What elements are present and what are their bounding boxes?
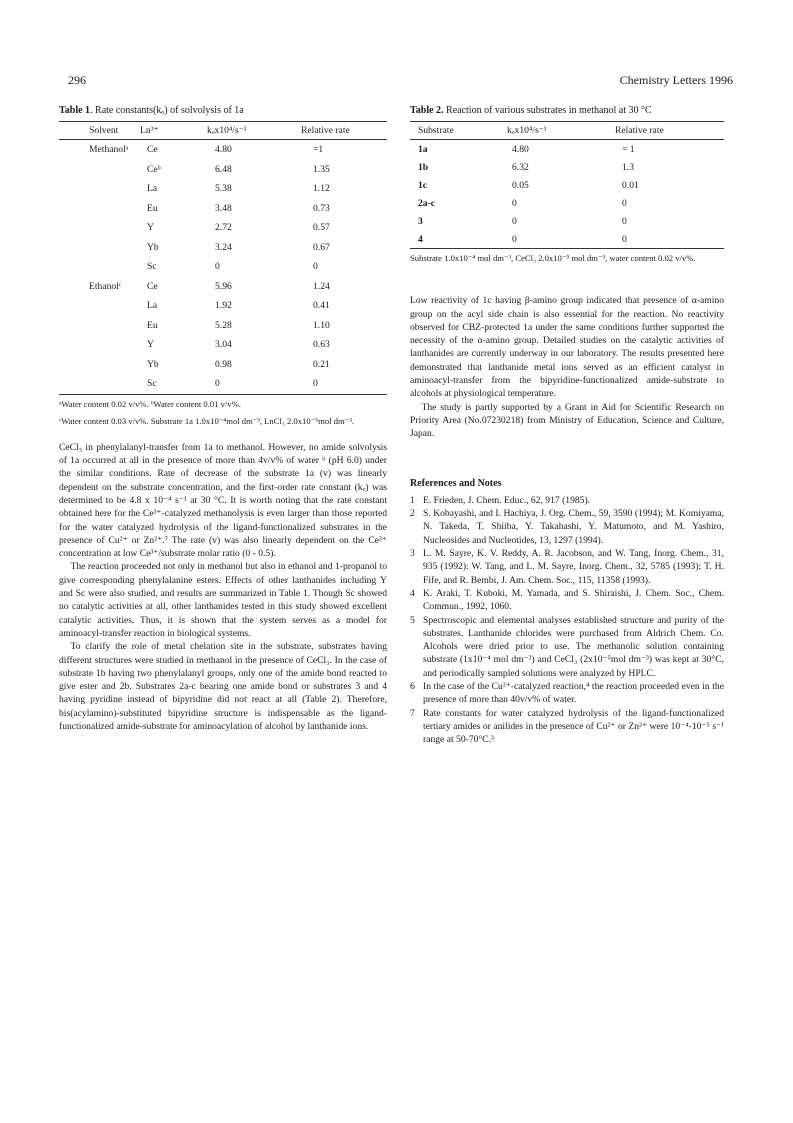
reference-text: E. Frieden, J. Chem. Educ., 62, 917 (1985). xyxy=(423,494,591,506)
table1-cell-relative: =1 xyxy=(313,144,324,156)
table1-cell-k: 0.98 xyxy=(215,358,232,370)
table2-header-row xyxy=(410,122,724,140)
table1-cell-ln: Yb xyxy=(147,241,159,253)
table1-cell-solvent xyxy=(59,199,137,219)
table-row xyxy=(410,158,724,176)
table1-cell-k: 3.04 xyxy=(215,339,232,351)
table2-cell-relative: 0.01 xyxy=(622,179,639,191)
table1-cell-solvent xyxy=(59,218,137,238)
table-row xyxy=(410,176,724,194)
table1-cell-ln: Ce xyxy=(147,280,158,292)
table2-caption xyxy=(410,104,724,117)
left-paragraph-1: CeCl₃ in phenylalanyl-transfer from 1a to methanol. However, no amide solvolysis of 1a occurred at all in the presence of more than 4v/v% of water ⁶ (pH 6.0) under the similar conditions. Rate of decrease of the substrate 1a (v) was linearly dependent on the substrate concentration, and the first-order rate constant (kₒ) was determined to be 4.8 x 10⁻⁴ s⁻¹ at 30 °C. It is worth noting that the rate constant obtained here for the Ce³⁺-catalyzed methanolysis is even larger than those reported for the water catalyzed hydrolysis of the ligand-functionalized substrates in the presence of Cu²⁺ or Zn²⁺.⁷ The rate (v) was also linearly dependent on the Ce³⁺ concentration at low Ce³⁺/substrate molar ratio (0 - 0.5). xyxy=(59,441,387,560)
table1-header-k: kₒx10⁴/s⁻¹ xyxy=(189,122,287,140)
table2-cell-substrate: 1a xyxy=(418,143,428,155)
table1-cell-ln: La xyxy=(147,183,158,195)
right-paragraph-1: Low reactivity of 1c having β-amino group indicated that presence of α-amino group on the acyl side chain is also essential for the reaction. No reactivity observed for CBZ-protected 1a under the same conditions further supported the necessity of the α-amino group. Detailed studies on the catalytic activities of lanthanides are currently underway in our laboratory. The results presented here demonstrated that lanthanide metal ions served as an efficient catalyst in aminoacyl-transfer from the bipyridine-functionalized amide-substrate to alcohols at physiological temperature. xyxy=(410,295,724,400)
references-list xyxy=(410,494,724,747)
table1-cell-k: 0 xyxy=(189,374,287,394)
reference-text: Rate constants for water catalyzed hydrolysis of the ligand-functionalized tertiary amides or anilides in the presence of Cu²⁺ or Zn²⁺ were 10⁻⁴-10⁻⁵ s⁻¹ range at 50-70°C.³ xyxy=(423,707,724,746)
table1-cell-solvent: Ethanolᶜ xyxy=(89,280,122,292)
table2-footnote: Substrate 1.0x10⁻⁴ mol dm⁻³, CeCl₃ 2.0x10⁻⁵ mol dm⁻³, water content 0.02 v/v%. xyxy=(410,253,696,264)
table1-cell-solvent xyxy=(59,335,137,355)
table2-header-relative: Relative rate xyxy=(612,122,724,140)
table2-cell-k: 4.80 xyxy=(512,143,529,155)
table1-cell-k: 5.28 xyxy=(215,319,232,331)
table2-cell-substrate: 2a-c xyxy=(418,197,436,209)
table1-cell-relative: 1.10 xyxy=(313,319,330,331)
table2-cell-relative: 0 xyxy=(612,230,724,249)
table2-cell-k: 0.05 xyxy=(512,179,529,191)
reference-item xyxy=(410,547,724,587)
table1-cell-k: 6.48 xyxy=(215,163,232,175)
table2-cell-substrate: 3 xyxy=(418,215,423,227)
reference-number: 5 xyxy=(410,614,415,626)
table2-cell-k: 6.32 xyxy=(512,161,529,173)
table-row xyxy=(59,277,387,297)
journal-title: Chemistry Letters 1996 xyxy=(619,73,733,87)
table1-header-relative: Relative rate xyxy=(287,122,387,140)
table1-footnote xyxy=(59,398,387,427)
table-row xyxy=(59,238,387,258)
reference-item xyxy=(410,707,724,747)
table-row xyxy=(410,194,724,212)
table-row xyxy=(59,160,387,180)
table1-cell-ln: Eu xyxy=(147,202,158,214)
table1-cell-k: 2.72 xyxy=(215,222,232,234)
table1 xyxy=(59,121,387,395)
table2-header-substrate: Substrate xyxy=(410,122,504,140)
table1-header-row xyxy=(59,122,387,140)
table-row xyxy=(59,296,387,316)
table2-cell-relative: 0 xyxy=(622,215,627,227)
reference-text: L. M. Sayre, K. V. Reddy, A. R. Jacobson, and W. Tang, Inorg. Chem., 31, 935 (1992): W. Tang, and L. M. Sayre, Inorg. Chem., 32, 5785 (1993); T. H. Fife, and R. Bembi, J. Am. Chem. Soc., 115, 11358 (1993). xyxy=(423,548,724,586)
table2-cell-substrate: 1c xyxy=(418,179,428,191)
reference-item xyxy=(410,494,724,507)
table1-cell-ln: Y xyxy=(147,222,154,234)
table-row xyxy=(59,218,387,238)
table1-cell-ln: Yb xyxy=(147,358,159,370)
table1-cell-ln: Eu xyxy=(147,319,158,331)
table1-caption-text: . Rate constants(kₒ) of solvolysis of 1a xyxy=(90,105,244,116)
left-paragraph-3: To clarify the role of metal chelation site in the substrate, substrates having different structures were studied in methanol in the presence of CeCl₃. In the case of substrate 1b having two phenylalanyl groups, only one of the amide bond reacted to give ester and 2b. Substrates 2a-c bearing one amide bond or substrates 3 and 4 having pyridine instead of bipyridine did not react at all (Table 2). Therefore, bis(acylamino)-substituted bipyridine structure is indispensable as the ligand-functionalized amide-substrate for aminoacylation of alcohol by lanthanide ions. xyxy=(59,641,387,733)
table2-cell-k: 0 xyxy=(512,215,517,227)
table1-cell-k: 5.38 xyxy=(215,183,232,195)
table1-cell-relative: 0.41 xyxy=(313,300,330,312)
table2-cell-relative: = 1 xyxy=(622,143,635,155)
reference-number: 7 xyxy=(410,707,415,719)
table-row xyxy=(59,316,387,336)
reference-number: 2 xyxy=(410,508,415,520)
table2-caption-label: Table 2. xyxy=(410,105,444,116)
table1-cell-ln: Y xyxy=(147,339,154,351)
table1-cell-solvent xyxy=(59,257,137,277)
table2-cell-relative: 0 xyxy=(622,197,627,209)
table1-caption-label: Table 1 xyxy=(59,105,91,116)
table1-cell-relative: 1.12 xyxy=(313,183,330,195)
table1-cell-solvent: Methanolᵃ xyxy=(89,144,129,156)
table-row xyxy=(59,199,387,219)
page-number: 296 xyxy=(68,73,86,87)
table1-cell-relative: 0 xyxy=(287,374,387,394)
table1-cell-relative: 1.35 xyxy=(313,163,330,175)
table1-cell-relative: 0 xyxy=(313,261,318,273)
reference-text: Spectroscopic and elemental analyses established structure and purity of the substrates. Lanthanide chlorides were purchased from Aldrich Chem. Co. Alcohols were dried prior to use. The methanolic solution containing substrate (1x10⁻⁴ mol dm⁻³) and CeCl₃ (2x10⁻⁵mol dm⁻³) was kept at 30°C, and periodically sampled solutions were analyzed by HPLC. xyxy=(423,614,724,679)
reference-text: In the case of the Cu²⁺-catalyzed reaction,⁴ the reaction proceeded even in the presence of more than 40v/v% of water. xyxy=(423,681,724,706)
reference-number: 4 xyxy=(410,587,415,599)
reference-item xyxy=(410,587,724,614)
reference-number: 3 xyxy=(410,548,415,560)
table1-cell-k: 0 xyxy=(215,261,220,273)
table2-caption-text: Reaction of various substrates in methanol at 30 °C xyxy=(443,105,652,116)
table2-cell-relative: 1.3 xyxy=(622,161,634,173)
table-row xyxy=(59,257,387,277)
table1-footnote-line1: ᵃWater content 0.02 v/v%. ᵇWater content 0.01 v/v%. xyxy=(59,398,241,409)
table1-cell-solvent xyxy=(59,316,137,336)
table1-cell-ln: Sc xyxy=(137,374,189,394)
left-paragraph-2: The reaction proceeded not only in methanol but also in ethanol and 1-propanol to give corresponding phenylalanine esters. Effects of other lanthanides including Y and Sc were also studied, and results are summarized in Table 1. Though Sc showed no catalytic activities at all, other lanthanides tested in this study showed excellent catalytic activities. Thus, it is shown that the system serves as a model for aminoacyl-transfer reaction in biological systems. xyxy=(59,561,387,639)
table1-cell-solvent xyxy=(59,355,137,375)
table1-header-ln: Ln³⁺ xyxy=(137,122,189,140)
table1-cell-solvent xyxy=(59,374,137,394)
reference-text: S. Kobayashi, and I. Hachiya, J. Org. Chem., 59, 3590 (1994); M. Komiyama, N. Takeda, T. Shiiba, Y. Takahashi, Y. Matumoto, and M. Yashiro, Nucleosides and Nucleotides, 13, 1297 (1994). xyxy=(423,508,724,546)
table-row xyxy=(59,374,387,394)
table2-cell-substrate: 1b xyxy=(418,161,429,173)
table-row xyxy=(410,140,724,159)
table1-cell-ln: Ce xyxy=(147,144,158,156)
table1-cell-ln: Ceᵇ xyxy=(147,163,161,175)
table1-cell-relative: 0.67 xyxy=(313,241,330,253)
reference-number: 1 xyxy=(410,494,415,506)
table1-cell-relative: 0.73 xyxy=(313,202,330,214)
right-column xyxy=(410,104,724,747)
table1-cell-solvent xyxy=(59,160,137,180)
references-heading: References and Notes xyxy=(410,477,502,489)
table-row xyxy=(59,335,387,355)
table1-cell-k: 3.48 xyxy=(215,202,232,214)
table1-cell-relative: 0.57 xyxy=(313,222,330,234)
table1-cell-solvent xyxy=(59,179,137,199)
table2-cell-k: 0 xyxy=(504,230,612,249)
table-row xyxy=(410,212,724,230)
table-row xyxy=(59,179,387,199)
reference-item xyxy=(410,614,724,680)
table2-cell-k: 0 xyxy=(512,197,517,209)
table-row xyxy=(410,230,724,249)
table1-cell-k: 3.24 xyxy=(215,241,232,253)
table1-cell-relative: 0.21 xyxy=(313,358,330,370)
table2 xyxy=(410,121,724,249)
table-row xyxy=(59,355,387,375)
table1-header-solvent: Solvent xyxy=(59,122,137,140)
table1-caption xyxy=(59,104,387,117)
reference-item xyxy=(410,507,724,547)
table2-header-k: kₒx10⁴/s⁻¹ xyxy=(504,122,612,140)
reference-text: K. Araki, T. Kuboki, M. Yamada, and S. Shiraishi, J. Chem. Soc., Chem. Commun., 1992, 1060. xyxy=(423,587,724,613)
table1-cell-k: 4.80 xyxy=(215,144,232,156)
right-paragraph-2: The study is partly supported by a Grant in Aid for Scientific Research on Priority Area (No.07230218) from Ministry of Education, Science and Culture, Japan. xyxy=(410,401,724,440)
left-column xyxy=(59,104,387,733)
table1-cell-relative: 1.24 xyxy=(313,280,330,292)
table1-cell-k: 5.96 xyxy=(215,280,232,292)
table1-cell-k: 1.92 xyxy=(215,300,232,312)
table1-footnote-line2: ᶜWater content 0.03 v/v%. Substrate 1a 1.0x10⁻⁴mol dm⁻³, LnCl₃ 2.0x10⁻⁵mol dm⁻³. xyxy=(59,415,354,426)
reference-item xyxy=(410,680,724,707)
table1-cell-solvent xyxy=(59,296,137,316)
table1-cell-ln: La xyxy=(147,300,158,312)
reference-number: 6 xyxy=(410,681,415,693)
table1-cell-relative: 0.63 xyxy=(313,339,330,351)
table1-cell-ln: Sc xyxy=(147,261,157,273)
table-row xyxy=(59,140,387,160)
table2-cell-substrate: 4 xyxy=(410,230,504,249)
table1-cell-solvent xyxy=(59,238,137,258)
